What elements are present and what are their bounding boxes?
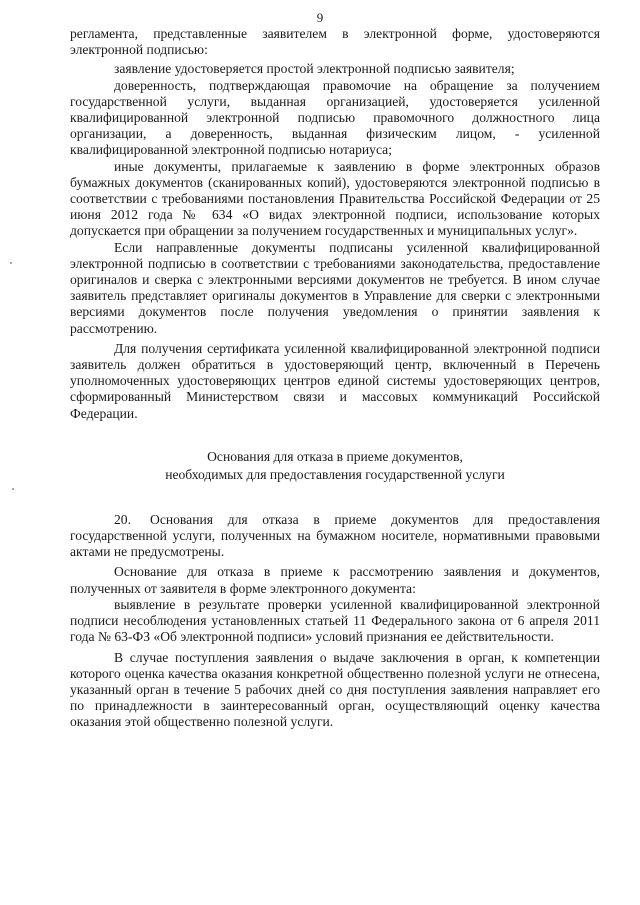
paragraph: иные документы, прилагаемые к заявлению в форме электронных образов бумажных документов (сканированных копий), удостоверяются электронной подписью в соответствии с требованиями постановления Правительства Российской Федерации от 25 июня 2012 года № 634 «О видах электронной подписи, использование которых допускается при обращении за получением государственных и муниципальных услуг». [70, 158, 600, 239]
paragraph: Для получения сертификата усиленной квалифицированной электронной подписи заявитель должен обратиться в удостоверяющий центр, включенный в Перечень уполномоченных удостоверяющих центров единой системы удостоверяющих центров, сформированный Министерством связи и массовых коммуникаций Российской Федерации. [70, 340, 600, 421]
page-number: 9 [316, 10, 324, 25]
paragraph: Основание для отказа в приеме к рассмотрению заявления и документов, полученных от заявителя в форме электронного документа: [70, 564, 600, 596]
paragraph: Если направленные документы подписаны усиленной квалифицированной электронной подписью в соответствии с требованиями законодательства, предоставление оригиналов и сверка с электронными версиями документов не требуется. В ином случае заявитель представляет оригиналы документов в Управление для сверки с электронными версиями документов после получения уведомления о принятии заявления к рассмотрению. [70, 239, 600, 336]
heading-line: Основания для отказа в приеме документов, [207, 448, 463, 464]
paragraph: доверенность, подтверждающая правомочие на обращение за получением государственной услуги, выданная организацией, удостоверяется усиленной квалифицированной электронной подписью правомочного должностного лица организации, а доверенность, выданная физическим лицом, - усиленной квалифицированной электронной подписью нотариуса; [70, 77, 600, 158]
paragraph: регламента, представленные заявителем в электронной форме, удостоверяются электронной подписью: [70, 26, 600, 58]
section-heading [70, 448, 600, 484]
item-number: 20. [114, 511, 131, 527]
scan-speck [10, 262, 12, 264]
paragraph: выявление в результате проверки усиленной квалифицированной электронной подписи несоблюдения установленных статьей 11 Федерального закона от 6 апреля 2011 года № 63-ФЗ «Об электронной подписи» условий признания ее действительности. [70, 596, 600, 645]
paragraph: В случае поступления заявления о выдаче заключения в орган, к компетенции которого оценка качества оказания конкретной общественно полезной услуги не отнесена, указанный орган в течение 5 рабочих дней со дня поступления заявления направляет его по принадлежности в заинтересованный орган, осуществляющий оценку качества оказания этой общественно полезной услуги. [70, 649, 600, 730]
item-text: Основания для отказа в приеме документов для предоставления государственной услуги, полученных на бумажном носителе, нормативными правовыми актами не предусмотрены. [70, 511, 600, 560]
scan-speck [12, 488, 14, 490]
heading-line: необходимых для предоставления государственной услуги [165, 466, 505, 482]
paragraph: заявление удостоверяется простой электронной подписью заявителя; [114, 61, 515, 77]
document-body [70, 26, 600, 731]
numbered-item [70, 512, 600, 561]
